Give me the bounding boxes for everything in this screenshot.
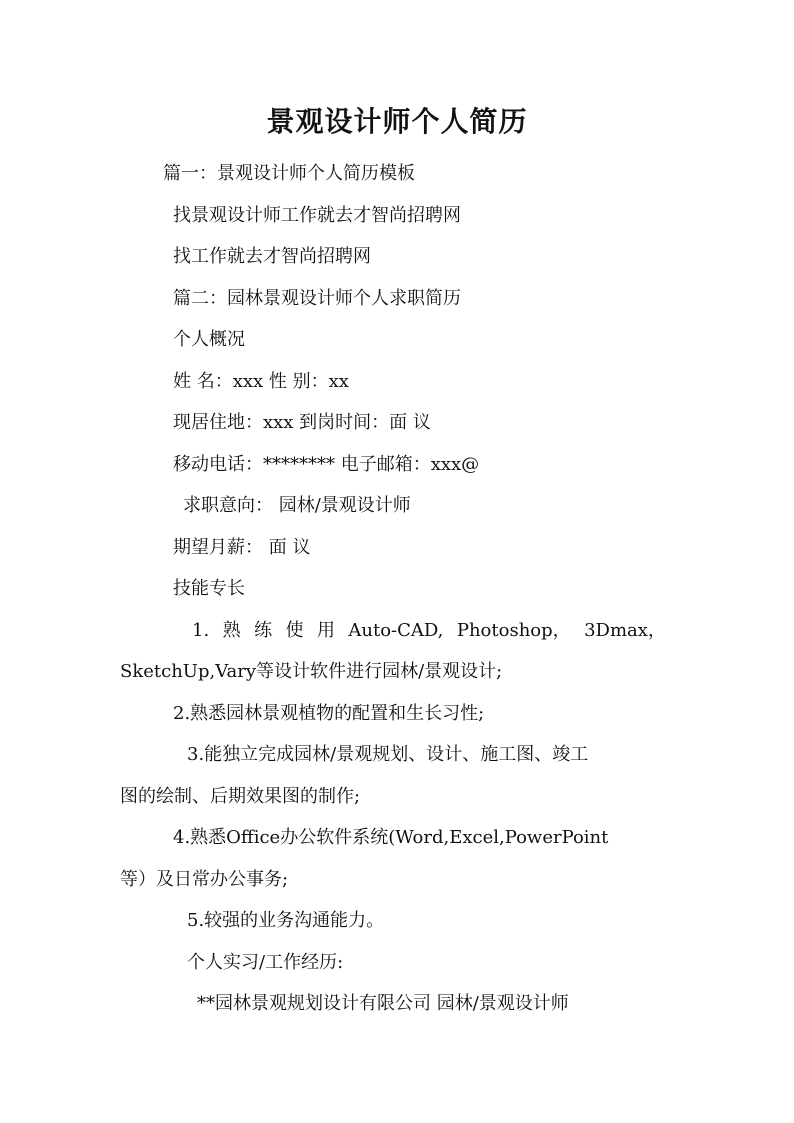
name-gender-line: 姓 名：xxx 性 别：xx <box>173 371 349 392</box>
skill-1-word: 熟 <box>222 620 241 641</box>
skill-3-continuation: 图的绘制、后期效果图的制作; <box>120 786 361 807</box>
skills-heading: 技能专长 <box>173 578 245 599</box>
skill-4-continuation: 等）及日常办公事务; <box>120 869 289 890</box>
skill-4-line: 4.熟悉Office办公软件系统(Word,Excel,PowerPoint <box>173 827 609 848</box>
contact-line: 移动电话：******** 电子邮箱：xxx@ <box>173 454 480 475</box>
skill-1-line <box>192 619 666 643</box>
paragraph-line: 找景观设计师工作就去才智尚招聘网 <box>173 205 461 226</box>
job-intention-line: 求职意向： 园林/景观设计师 <box>183 495 411 516</box>
section-1-heading: 篇一：景观设计师个人简历模板 <box>163 163 415 184</box>
skill-1-word: Photoshop， <box>456 620 571 641</box>
skill-1-word: 练 <box>254 620 273 641</box>
experience-heading: 个人实习/工作经历: <box>187 952 344 973</box>
skill-1-word: 使 <box>285 620 304 641</box>
skill-1-word: 1. <box>192 620 210 641</box>
skill-1-word: 用 <box>316 620 335 641</box>
paragraph-line: 找工作就去才智尚招聘网 <box>173 246 371 267</box>
section-2-heading: 篇二：园林景观设计师个人求职简历 <box>173 288 461 309</box>
skill-3-line: 3.能独立完成园林/景观规划、设计、施工图、竣工 <box>187 744 589 765</box>
expected-salary-line: 期望月薪： 面 议 <box>173 537 311 558</box>
skill-1-continuation: SketchUp,Vary等设计软件进行园林/景观设计; <box>120 661 503 682</box>
skill-2-line: 2.熟悉园林景观植物的配置和生长习性; <box>173 703 485 724</box>
skill-1-word: Auto-CAD, <box>348 620 444 641</box>
document-title: 景观设计师个人简历 <box>266 105 528 138</box>
skill-5-line: 5.较强的业务沟通能力。 <box>187 910 385 931</box>
subsection-heading: 个人概况 <box>173 329 245 350</box>
residence-line: 现居住地：xxx 到岗时间：面 议 <box>173 412 431 433</box>
experience-entry: **园林景观规划设计有限公司 园林/景观设计师 <box>197 993 569 1014</box>
skill-1-word: 3Dmax， <box>584 620 666 641</box>
